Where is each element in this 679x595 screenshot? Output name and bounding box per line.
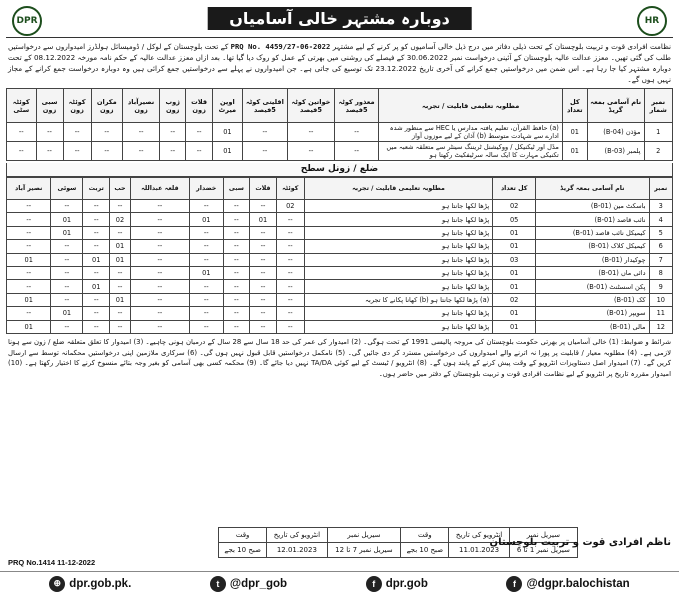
table-cell: -- [189,280,223,293]
table-cell: 01 [51,213,83,226]
table-cell: -- [83,266,110,279]
page-title: دوبارہ مشتہر خالی آسامیاں [207,7,472,30]
table-cell: 01 [189,266,223,279]
table-cell: -- [83,226,110,239]
column-header: کوئٹہ سٹی [7,89,37,123]
column-header: قلات زون [186,89,213,123]
table-cell: 01 [562,142,587,161]
table-cell: پلمبر (B-03) [587,142,644,161]
table-cell: -- [122,142,160,161]
table-cell: -- [250,280,277,293]
table-cell: پڑھا لکھا جانتا ہو [304,280,492,293]
table-cell: -- [83,293,110,306]
table-cell: پڑھا لکھا جانتا ہو [304,253,492,266]
table-row [7,253,673,266]
footer-link-text: dpr.gob [385,577,428,590]
table-cell: سویپر (B-01) [536,307,649,320]
table-cell: -- [189,307,223,320]
table-cell: 11 [649,307,672,320]
column-header: کل تعداد [493,178,536,200]
table-cell: 6 [649,240,672,253]
table-cell: -- [110,307,131,320]
column-header: نمبر [649,178,672,200]
district-posts-table [6,177,673,334]
table-cell: -- [250,293,277,306]
logo-right-text: HR [644,16,660,26]
table-cell: -- [122,123,160,142]
table-cell: پڑھا لکھا جانتا ہو [304,226,492,239]
schedule-header-cell: انٹرویو کی تاریخ [267,528,327,543]
footer-contact-bar [0,571,679,595]
table-cell: -- [242,123,288,142]
column-header: سوئی [51,178,83,200]
table-cell: 01 [250,213,277,226]
terms-and-conditions: شرائط و ضوابط: (1) خالی آسامیاں پر بھرتی حکومت بلوچستان کی مروجہ پالیسی 1991 کے تحت ہوگی۔ (2) امیدوار کی عمر کی حد 18 سال سے 28 سال کے درمیان ہونی چاہیے۔ (3) امیدوار کا تعلق متعلقہ ضلع / زون سے ہونا لازمی ہے۔ (4) مطلوبہ معیار / قابلیت پر پورا نہ اترنے والے امیدواروں کی درخواستیں مسترد کر دی جائیں گی۔ (5) نامکمل درخواستیں قابل قبول نہیں ہوں گی۔ (6) سرکاری ملازمین اپنی درخواستیں محکمانہ توسط سے ارسال کریں گے۔ (7) امیدوار اصل دستاویزات انٹرویو کے وقت پیش کرنے کے پابند ہوں گے۔ (8) انٹرویو / ٹیسٹ کے لیے کوئی TA/DA نہیں دیا جائے گا۔ (9) محکمہ کسی بھی آسامی کو بغیر وجہ بتائے منسوخ کرنے کا اختیار رکھتا ہے۔ (10) امیدوار مقررہ تاریخ پر انٹرویو کے لیے نظامت افرادی قوت و تربیت بلوچستان کے دفتر میں حاضر ہوں۔ [8,337,672,378]
column-header: مطلوبہ تعلیمی قابلیت / تجربہ [379,89,562,123]
table-cell: نائب قاصد (B-01) [536,213,649,226]
table-cell: 01 [7,253,51,266]
table-cell: -- [7,266,51,279]
table-cell: 12 [649,320,672,333]
table-cell: -- [110,226,131,239]
dpr-logo-icon [12,6,42,36]
table-cell: کیمیکل کلاک (B-01) [536,240,649,253]
table-cell: مالی (B-01) [536,320,649,333]
table-cell: -- [110,200,131,213]
table-cell: پڑھا لکھا جانتا ہو [304,320,492,333]
intro-text-before: نظامت افرادی قوت و تربیت بلوچستان کے تحت ذیلی دفاتر میں درج ذیل خالی آسامیوں کو پر کرنے کے لیے مشتہر [332,42,671,51]
table-cell: -- [276,307,304,320]
header [6,4,673,38]
column-header: قلات [250,178,277,200]
table-cell: -- [7,240,51,253]
column-header: قلعہ عبداللہ [130,178,189,200]
column-header: اوپن میرٹ [213,89,242,123]
table-cell: 9 [649,280,672,293]
intro-paragraph [8,41,671,85]
table-cell: -- [223,307,249,320]
table-cell: 01 [493,280,536,293]
table-cell: پڑھا لکھا جانتا ہو [304,266,492,279]
table-header-row [7,89,673,123]
column-header: مکران زون [91,89,122,123]
footer-link-text: dpr.gob.pk. [69,577,132,590]
column-header: تربت [83,178,110,200]
schedule-header-cell: وقت [219,528,267,543]
table-cell: 7 [649,253,672,266]
table-cell: -- [250,307,277,320]
table-row [7,320,673,333]
column-header: خواتین کوٹہ 5فیصد [288,89,334,123]
table-cell: -- [130,280,189,293]
table-cell: -- [36,142,63,161]
table-header-row [7,178,673,200]
table-cell: 01 [110,240,131,253]
table-cell: پکن اسسٹنٹ (B-01) [536,280,649,293]
schedule-cell: صبح 10 بجے [401,543,449,558]
schedule-cell: 11.01.2023 [449,543,509,558]
table-cell: -- [51,200,83,213]
table-cell: -- [130,293,189,306]
table-cell: 02 [110,213,131,226]
table-cell: 01 [213,142,242,161]
table-cell: -- [189,200,223,213]
intro-text-after: کے تحت بلوچستان کے لوکل / ڈومیسائل ہولڈرز امیدواروں سے درخواستیں طلب کی گئی تھیں۔ معزز عدالت عالیہ بلوچستان کے آئینی درخواست نمبر 30.06.2022 کے فیصلے کی روشنی میں بھرتی کے عمل کو روک دیا گیا تھا۔ بعد ازاں معزز عدالت عالیہ کے حکم نامہ مورخہ 08.12.2022 کے تحت دوبارہ مشتہر کیا جا رہا ہے۔ اس ضمن میں درخواستیں جمع کرانے کی آخری تاریخ 23.12.2022 تک توسیع کی جاتی ہے۔ جن امیدواروں نے پہلے سے درخواستیں جمع کرائی ہیں وہ دوبارہ درخواست جمع کرانے کے مجاز نہیں ہوں گے۔ [8,42,671,84]
table-cell: -- [83,240,110,253]
table-cell: -- [276,253,304,266]
prq-date: PRQ No.1414 11-12-2022 [8,558,96,567]
globe-icon: ⊕ [49,576,65,592]
table-cell: -- [223,253,249,266]
table-cell: -- [250,240,277,253]
table-cell: -- [83,320,110,333]
table-cell: -- [160,142,186,161]
schedule-cell: 12.01.2023 [267,543,327,558]
column-header: خضدار [189,178,223,200]
intro-prq-number: PRQ No. 4459/27-06-2022 [230,42,331,51]
table-cell: 3 [649,200,672,213]
table-cell: پڑھا لکھا جانتا ہو [304,213,492,226]
table-cell: -- [250,226,277,239]
footer-link[interactable] [366,576,428,592]
table-cell: -- [223,320,249,333]
table-cell: کیمیکل نائب قاصد (B-01) [536,226,649,239]
schedule-header-cell: انٹرویو کی تاریخ [449,528,509,543]
column-header: اقلیتی کوٹہ 5فیصد [242,89,288,123]
table-cell: -- [7,200,51,213]
footer-link[interactable] [210,576,287,592]
table-cell: 01 [83,280,110,293]
schedule-cell: صبح 10 بجے [219,543,267,558]
column-header: نصیرآباد زون [122,89,160,123]
column-header: نام آسامی بمعہ گریڈ [536,178,649,200]
table-cell: -- [7,123,37,142]
table-cell: 01 [493,266,536,279]
table-cell: -- [130,320,189,333]
table-cell: 01 [493,320,536,333]
table-cell: -- [186,123,213,142]
table-cell: 4 [649,213,672,226]
table-cell: 01 [51,226,83,239]
table-cell: (a) حافظ القرآن، تعلیم یافتہ مدارس یا HEC سے منظور شدہ ادارے سے شہادت متوسط (b) آذان کے لیے موزوں آواز [379,123,562,142]
balochistan-seal-icon [637,6,667,36]
table-cell: پڑھا لکھا جانتا ہو [304,240,492,253]
table-cell: -- [110,280,131,293]
table-cell: -- [36,123,63,142]
table-cell: -- [276,226,304,239]
table-cell: -- [250,253,277,266]
table-cell: -- [91,123,122,142]
table-cell: -- [276,320,304,333]
table-cell: -- [288,123,334,142]
table-cell: پڑھا لکھا جانتا ہو [304,200,492,213]
table-cell: -- [83,307,110,320]
table-cell: 8 [649,266,672,279]
table-cell: -- [130,200,189,213]
table-cell: -- [223,280,249,293]
table-cell: -- [276,213,304,226]
table-cell: -- [63,142,91,161]
table-row [7,200,673,213]
table-row [7,307,673,320]
table-cell: مڈل اور ٹیکنیکل / ووکیشنل ٹریننگ سینٹر سے متعلقہ شعبہ میں تکنیکی مہارت کا ایک سالہ سرٹیفکیٹ رکھتا ہو [379,142,562,161]
table-row [7,293,673,306]
provincial-posts-table [6,88,673,161]
footer-link-text: @dpr_gob [229,577,288,590]
table-cell: -- [91,142,122,161]
column-header: ژوب زون [160,89,186,123]
table-cell: چوکیدار (B-01) [536,253,649,266]
table-cell: 01 [7,320,51,333]
table-cell: 2 [644,142,672,161]
signature-block: ناظم افرادی قوت و تربیت بلوچستان [489,537,671,548]
column-header: حب [110,178,131,200]
interview-schedule [6,527,673,569]
table-cell: -- [130,307,189,320]
table-row [7,213,673,226]
table-cell: -- [189,253,223,266]
table-row [7,280,673,293]
table-cell: -- [130,240,189,253]
table-cell: -- [130,253,189,266]
table-cell: -- [7,213,51,226]
table-cell: باسکٹ مین (B-01) [536,200,649,213]
table-cell: -- [110,266,131,279]
table-cell: -- [276,293,304,306]
table-cell: 05 [493,213,536,226]
schedule-header-cell: وقت [401,528,449,543]
table-cell: -- [276,280,304,293]
column-header: سبی زون [36,89,63,123]
table-cell: -- [186,142,213,161]
footer-link-text: @dgpr.balochistan [526,577,630,590]
section-title: ضلع / زونل سطح [6,163,673,177]
table-cell: 01 [213,123,242,142]
table-row [7,123,673,142]
table-cell: -- [334,123,379,142]
table-cell: -- [130,266,189,279]
table-cell: -- [288,142,334,161]
table-cell: -- [63,123,91,142]
table-cell: مؤذن (B-04) [587,123,644,142]
schedule-header-cell: سیریل نمبر [509,528,577,543]
table-cell: 01 [562,123,587,142]
table-cell: -- [223,213,249,226]
table-cell: -- [51,240,83,253]
table-cell: -- [276,266,304,279]
table-cell: 01 [493,307,536,320]
schedule-cell: سیریل نمبر 1 تا 6 [509,543,577,558]
table-cell: -- [130,226,189,239]
table-body [7,200,673,334]
table-row [7,266,673,279]
table-cell: -- [7,226,51,239]
footer-link[interactable] [49,576,131,592]
table-cell: -- [242,142,288,161]
column-header: نام آسامی بمعہ گریڈ [587,89,644,123]
table-cell: -- [276,240,304,253]
table-cell: 01 [493,240,536,253]
column-header: کوئٹہ زون [63,89,91,123]
table-cell: -- [7,307,51,320]
column-header: کل تعداد [562,89,587,123]
column-header: مطلوبہ تعلیمی قابلیت / تجربہ [304,178,492,200]
table-cell: 02 [276,200,304,213]
table-cell: -- [7,142,37,161]
table-cell: -- [250,200,277,213]
footer-link[interactable] [506,576,629,592]
table-cell: -- [110,320,131,333]
schedule-header-cell: سیریل نمبر [327,528,401,543]
table-cell: 01 [51,307,83,320]
table-cell: -- [250,320,277,333]
table-row [7,226,673,239]
table-cell: 01 [110,253,131,266]
table-cell: -- [51,253,83,266]
table-cell: -- [83,200,110,213]
column-header: نصیر آباد [7,178,51,200]
table-cell: 01 [7,293,51,306]
table-cell: 1 [644,123,672,142]
logo-left-text: DPR [16,16,38,26]
table-cell: پڑھا لکھا جانتا ہو [304,307,492,320]
table-cell: -- [51,320,83,333]
table-row [7,240,673,253]
table-cell: -- [223,240,249,253]
table-cell: -- [130,213,189,226]
table-cell: دائی ماں (B-01) [536,266,649,279]
table-cell: کک (B-01) [536,293,649,306]
table-cell: -- [334,142,379,161]
table-row [7,142,673,161]
column-header: سبی [223,178,249,200]
schedule-cell: سیریل نمبر 7 تا 12 [327,543,401,558]
table-cell: -- [223,200,249,213]
table-cell: -- [83,213,110,226]
table-cell: 01 [83,253,110,266]
table-cell: 02 [493,293,536,306]
facebook-icon: f [366,576,382,592]
table-cell: -- [160,123,186,142]
table-cell: 10 [649,293,672,306]
table-cell: -- [189,226,223,239]
table-cell: 5 [649,226,672,239]
column-header: کوئٹہ [276,178,304,200]
table-cell: 02 [493,200,536,213]
table-cell: -- [51,266,83,279]
table-cell: -- [223,226,249,239]
table-cell: 01 [189,213,223,226]
column-header: نمبر شمار [644,89,672,123]
table-cell: -- [51,280,83,293]
table-cell: -- [51,293,83,306]
table-cell: 01 [493,226,536,239]
table-cell: 01 [110,293,131,306]
twitter-icon: t [210,576,226,592]
table-cell: -- [189,240,223,253]
facebook-icon: f [506,576,522,592]
table-cell: (a) پڑھا لکھا جانتا ہو (b) کھانا پکانے کا تجربہ [304,293,492,306]
table-cell: -- [7,280,51,293]
column-header: معذور کوٹہ 5فیصد [334,89,379,123]
table-cell: -- [189,320,223,333]
table-cell: -- [250,266,277,279]
table-cell: -- [189,293,223,306]
table-body [7,123,673,161]
table-cell: 03 [493,253,536,266]
table-cell: -- [223,266,249,279]
table-cell: -- [223,293,249,306]
